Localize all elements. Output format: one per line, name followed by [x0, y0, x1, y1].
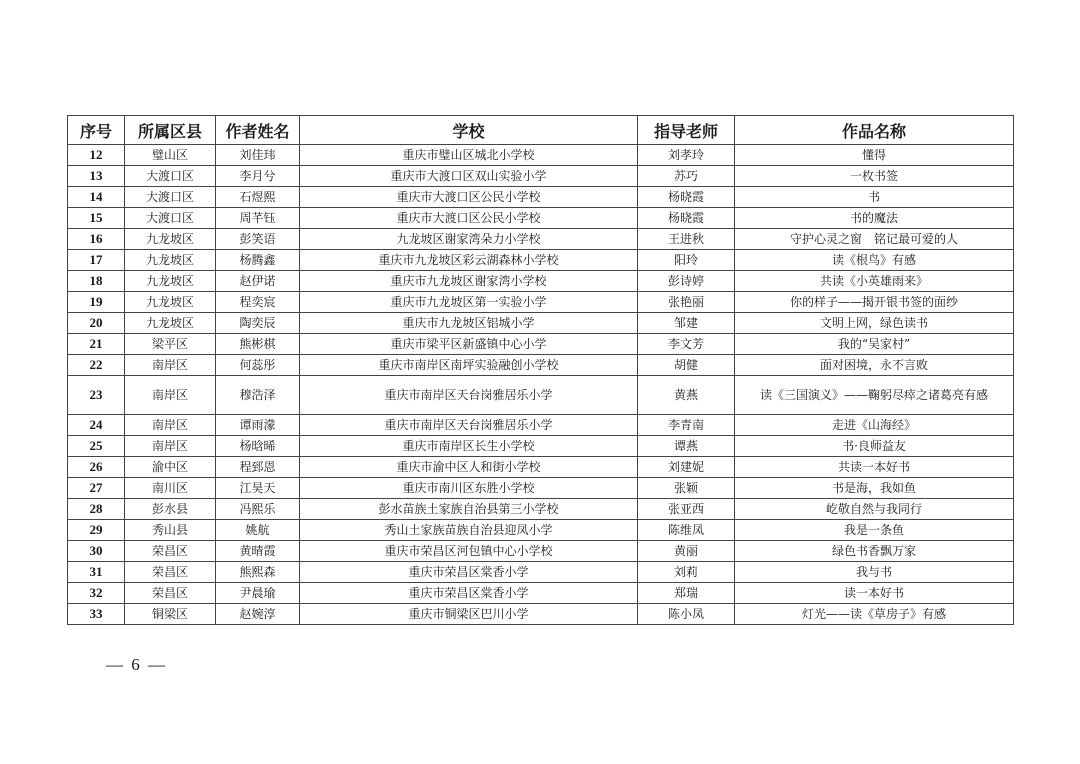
cell-instructor: 苏巧 — [638, 166, 735, 187]
table-row — [68, 145, 1014, 166]
cell-serial-number: 24 — [68, 415, 125, 436]
cell-author-name: 程郅恩 — [216, 457, 300, 478]
cell-instructor: 黄燕 — [638, 376, 735, 415]
cell-school: 九龙坡区谢家湾朵力小学校 — [300, 229, 638, 250]
cell-district: 荣昌区 — [125, 562, 216, 583]
cell-work-title: 灯光——读《草房子》有感 — [735, 604, 1014, 625]
header-author-name: 作者姓名 — [216, 116, 300, 145]
cell-serial-number: 16 — [68, 229, 125, 250]
cell-instructor: 杨晓霞 — [638, 208, 735, 229]
header-school: 学校 — [300, 116, 638, 145]
cell-district: 梁平区 — [125, 334, 216, 355]
cell-school: 重庆市荣昌区河包镇中心小学校 — [300, 541, 638, 562]
cell-school: 重庆市南岸区南坪实验融创小学校 — [300, 355, 638, 376]
cell-serial-number: 28 — [68, 499, 125, 520]
cell-district: 秀山县 — [125, 520, 216, 541]
cell-author-name: 熊彬棋 — [216, 334, 300, 355]
cell-author-name: 杨腾鑫 — [216, 250, 300, 271]
cell-instructor: 邹建 — [638, 313, 735, 334]
cell-school: 重庆市九龙坡区谢家湾小学校 — [300, 271, 638, 292]
cell-author-name: 江昊天 — [216, 478, 300, 499]
cell-author-name: 尹晨瑜 — [216, 583, 300, 604]
cell-district: 南岸区 — [125, 436, 216, 457]
cell-instructor: 陈维凤 — [638, 520, 735, 541]
cell-school: 重庆市九龙坡区第一实验小学 — [300, 292, 638, 313]
cell-work-title: 走进《山海经》 — [735, 415, 1014, 436]
cell-work-title: 你的样子——揭开银书签的面纱 — [735, 292, 1014, 313]
table-row — [68, 499, 1014, 520]
cell-serial-number: 12 — [68, 145, 125, 166]
cell-district: 九龙坡区 — [125, 313, 216, 334]
cell-serial-number: 14 — [68, 187, 125, 208]
table-row — [68, 313, 1014, 334]
cell-district: 九龙坡区 — [125, 292, 216, 313]
cell-instructor: 陈小凤 — [638, 604, 735, 625]
cell-school: 重庆市大渡口区公民小学校 — [300, 187, 638, 208]
table-row — [68, 604, 1014, 625]
cell-school: 重庆市九龙坡区彩云湖森林小学校 — [300, 250, 638, 271]
cell-school: 重庆市渝中区人和街小学校 — [300, 457, 638, 478]
cell-school: 重庆市大渡口区双山实验小学 — [300, 166, 638, 187]
cell-work-title: 懂得 — [735, 145, 1014, 166]
table-row — [68, 355, 1014, 376]
table-row — [68, 271, 1014, 292]
table-body — [68, 145, 1014, 625]
table-row — [68, 457, 1014, 478]
cell-work-title: 书是海，我如鱼 — [735, 478, 1014, 499]
cell-instructor: 谭燕 — [638, 436, 735, 457]
cell-district: 南岸区 — [125, 376, 216, 415]
cell-instructor: 胡健 — [638, 355, 735, 376]
cell-instructor: 张颖 — [638, 478, 735, 499]
table-row — [68, 415, 1014, 436]
cell-serial-number: 25 — [68, 436, 125, 457]
cell-district: 大渡口区 — [125, 187, 216, 208]
table-row — [68, 334, 1014, 355]
cell-school: 重庆市荣昌区棠香小学 — [300, 562, 638, 583]
cell-serial-number: 13 — [68, 166, 125, 187]
table-row — [68, 583, 1014, 604]
cell-school: 重庆市大渡口区公民小学校 — [300, 208, 638, 229]
table-row — [68, 187, 1014, 208]
cell-author-name: 冯熙乐 — [216, 499, 300, 520]
cell-serial-number: 33 — [68, 604, 125, 625]
table-row — [68, 436, 1014, 457]
cell-author-name: 李月兮 — [216, 166, 300, 187]
cell-serial-number: 23 — [68, 376, 125, 415]
cell-author-name: 穆浩泽 — [216, 376, 300, 415]
cell-serial-number: 32 — [68, 583, 125, 604]
header-district: 所属区县 — [125, 116, 216, 145]
cell-work-title: 文明上网，绿色读书 — [735, 313, 1014, 334]
cell-work-title: 书 — [735, 187, 1014, 208]
cell-author-name: 赵婉淳 — [216, 604, 300, 625]
cell-work-title: 读《三国演义》——鞠躬尽瘁之诸葛亮有感 — [735, 376, 1014, 415]
cell-district: 渝中区 — [125, 457, 216, 478]
cell-instructor: 杨晓霞 — [638, 187, 735, 208]
cell-instructor: 李文芳 — [638, 334, 735, 355]
cell-author-name: 彭笑语 — [216, 229, 300, 250]
cell-serial-number: 26 — [68, 457, 125, 478]
cell-author-name: 石煜熙 — [216, 187, 300, 208]
cell-school: 秀山土家族苗族自治县迎凤小学 — [300, 520, 638, 541]
cell-district: 荣昌区 — [125, 583, 216, 604]
cell-author-name: 赵伊诺 — [216, 271, 300, 292]
cell-author-name: 谭雨濛 — [216, 415, 300, 436]
cell-author-name: 周芊钰 — [216, 208, 300, 229]
cell-author-name: 程奕宸 — [216, 292, 300, 313]
cell-district: 大渡口区 — [125, 208, 216, 229]
cell-school: 重庆市荣昌区棠香小学 — [300, 583, 638, 604]
cell-district: 彭水县 — [125, 499, 216, 520]
cell-district: 大渡口区 — [125, 166, 216, 187]
cell-author-name: 陶奕辰 — [216, 313, 300, 334]
cell-school: 重庆市南川区东胜小学校 — [300, 478, 638, 499]
cell-serial-number: 29 — [68, 520, 125, 541]
table-row — [68, 208, 1014, 229]
cell-school: 彭水苗族土家族自治县第三小学校 — [300, 499, 638, 520]
cell-work-title: 一枚书签 — [735, 166, 1014, 187]
cell-serial-number: 17 — [68, 250, 125, 271]
cell-work-title: 书的魔法 — [735, 208, 1014, 229]
cell-school: 重庆市南岸区长生小学校 — [300, 436, 638, 457]
cell-instructor: 刘建妮 — [638, 457, 735, 478]
cell-work-title: 读一本好书 — [735, 583, 1014, 604]
cell-serial-number: 22 — [68, 355, 125, 376]
cell-work-title: 共读《小英雄雨来》 — [735, 271, 1014, 292]
cell-author-name: 熊熙森 — [216, 562, 300, 583]
header-work-title: 作品名称 — [735, 116, 1014, 145]
cell-serial-number: 31 — [68, 562, 125, 583]
cell-work-title: 面对困境，永不言败 — [735, 355, 1014, 376]
cell-instructor: 彭诗婷 — [638, 271, 735, 292]
cell-serial-number: 15 — [68, 208, 125, 229]
cell-school: 重庆市璧山区城北小学校 — [300, 145, 638, 166]
cell-author-name: 姚航 — [216, 520, 300, 541]
table-row — [68, 376, 1014, 415]
cell-serial-number: 27 — [68, 478, 125, 499]
cell-instructor: 郑瑞 — [638, 583, 735, 604]
cell-school: 重庆市梁平区新盛镇中心小学 — [300, 334, 638, 355]
cell-instructor: 李青南 — [638, 415, 735, 436]
cell-work-title: 我是一条鱼 — [735, 520, 1014, 541]
header-serial-number: 序号 — [68, 116, 125, 145]
table-row — [68, 562, 1014, 583]
cell-district: 南岸区 — [125, 355, 216, 376]
table-row — [68, 478, 1014, 499]
cell-author-name: 黄晴霞 — [216, 541, 300, 562]
table-row — [68, 292, 1014, 313]
cell-school: 重庆市南岸区天台岗雅居乐小学 — [300, 415, 638, 436]
table-row — [68, 229, 1014, 250]
cell-district: 九龙坡区 — [125, 229, 216, 250]
table-row — [68, 250, 1014, 271]
table-row — [68, 541, 1014, 562]
header-instructor: 指导老师 — [638, 116, 735, 145]
cell-district: 九龙坡区 — [125, 271, 216, 292]
cell-work-title: 我与书 — [735, 562, 1014, 583]
cell-instructor: 刘莉 — [638, 562, 735, 583]
cell-serial-number: 18 — [68, 271, 125, 292]
cell-district: 璧山区 — [125, 145, 216, 166]
cell-district: 南岸区 — [125, 415, 216, 436]
table-row — [68, 520, 1014, 541]
cell-district: 铜梁区 — [125, 604, 216, 625]
cell-instructor: 刘孝玲 — [638, 145, 735, 166]
cell-serial-number: 19 — [68, 292, 125, 313]
cell-author-name: 刘佳玮 — [216, 145, 300, 166]
cell-work-title: 我的“吴家村” — [735, 334, 1014, 355]
cell-instructor: 王进秋 — [638, 229, 735, 250]
cell-school: 重庆市九龙坡区铝城小学 — [300, 313, 638, 334]
page-number: — 6 — — [106, 655, 167, 674]
cell-work-title: 守护心灵之窗 铭记最可爱的人 — [735, 229, 1014, 250]
cell-work-title: 绿色书香飘万家 — [735, 541, 1014, 562]
cell-instructor: 张亚西 — [638, 499, 735, 520]
cell-author-name: 杨晗晞 — [216, 436, 300, 457]
cell-serial-number: 21 — [68, 334, 125, 355]
cell-instructor: 阳玲 — [638, 250, 735, 271]
cell-instructor: 张艳丽 — [638, 292, 735, 313]
cell-work-title: 共读一本好书 — [735, 457, 1014, 478]
award-list-table — [67, 115, 1014, 625]
cell-district: 荣昌区 — [125, 541, 216, 562]
table-row — [68, 166, 1014, 187]
cell-school: 重庆市铜梁区巴川小学 — [300, 604, 638, 625]
cell-serial-number: 20 — [68, 313, 125, 334]
cell-serial-number: 30 — [68, 541, 125, 562]
cell-work-title: 书·良师益友 — [735, 436, 1014, 457]
cell-work-title: 读《根鸟》有感 — [735, 250, 1014, 271]
cell-instructor: 黄丽 — [638, 541, 735, 562]
cell-district: 南川区 — [125, 478, 216, 499]
cell-school: 重庆市南岸区天台岗雅居乐小学 — [300, 376, 638, 415]
cell-work-title: 屹敬自然与我同行 — [735, 499, 1014, 520]
table-header-row — [68, 116, 1014, 145]
cell-district: 九龙坡区 — [125, 250, 216, 271]
cell-author-name: 何蕊彤 — [216, 355, 300, 376]
